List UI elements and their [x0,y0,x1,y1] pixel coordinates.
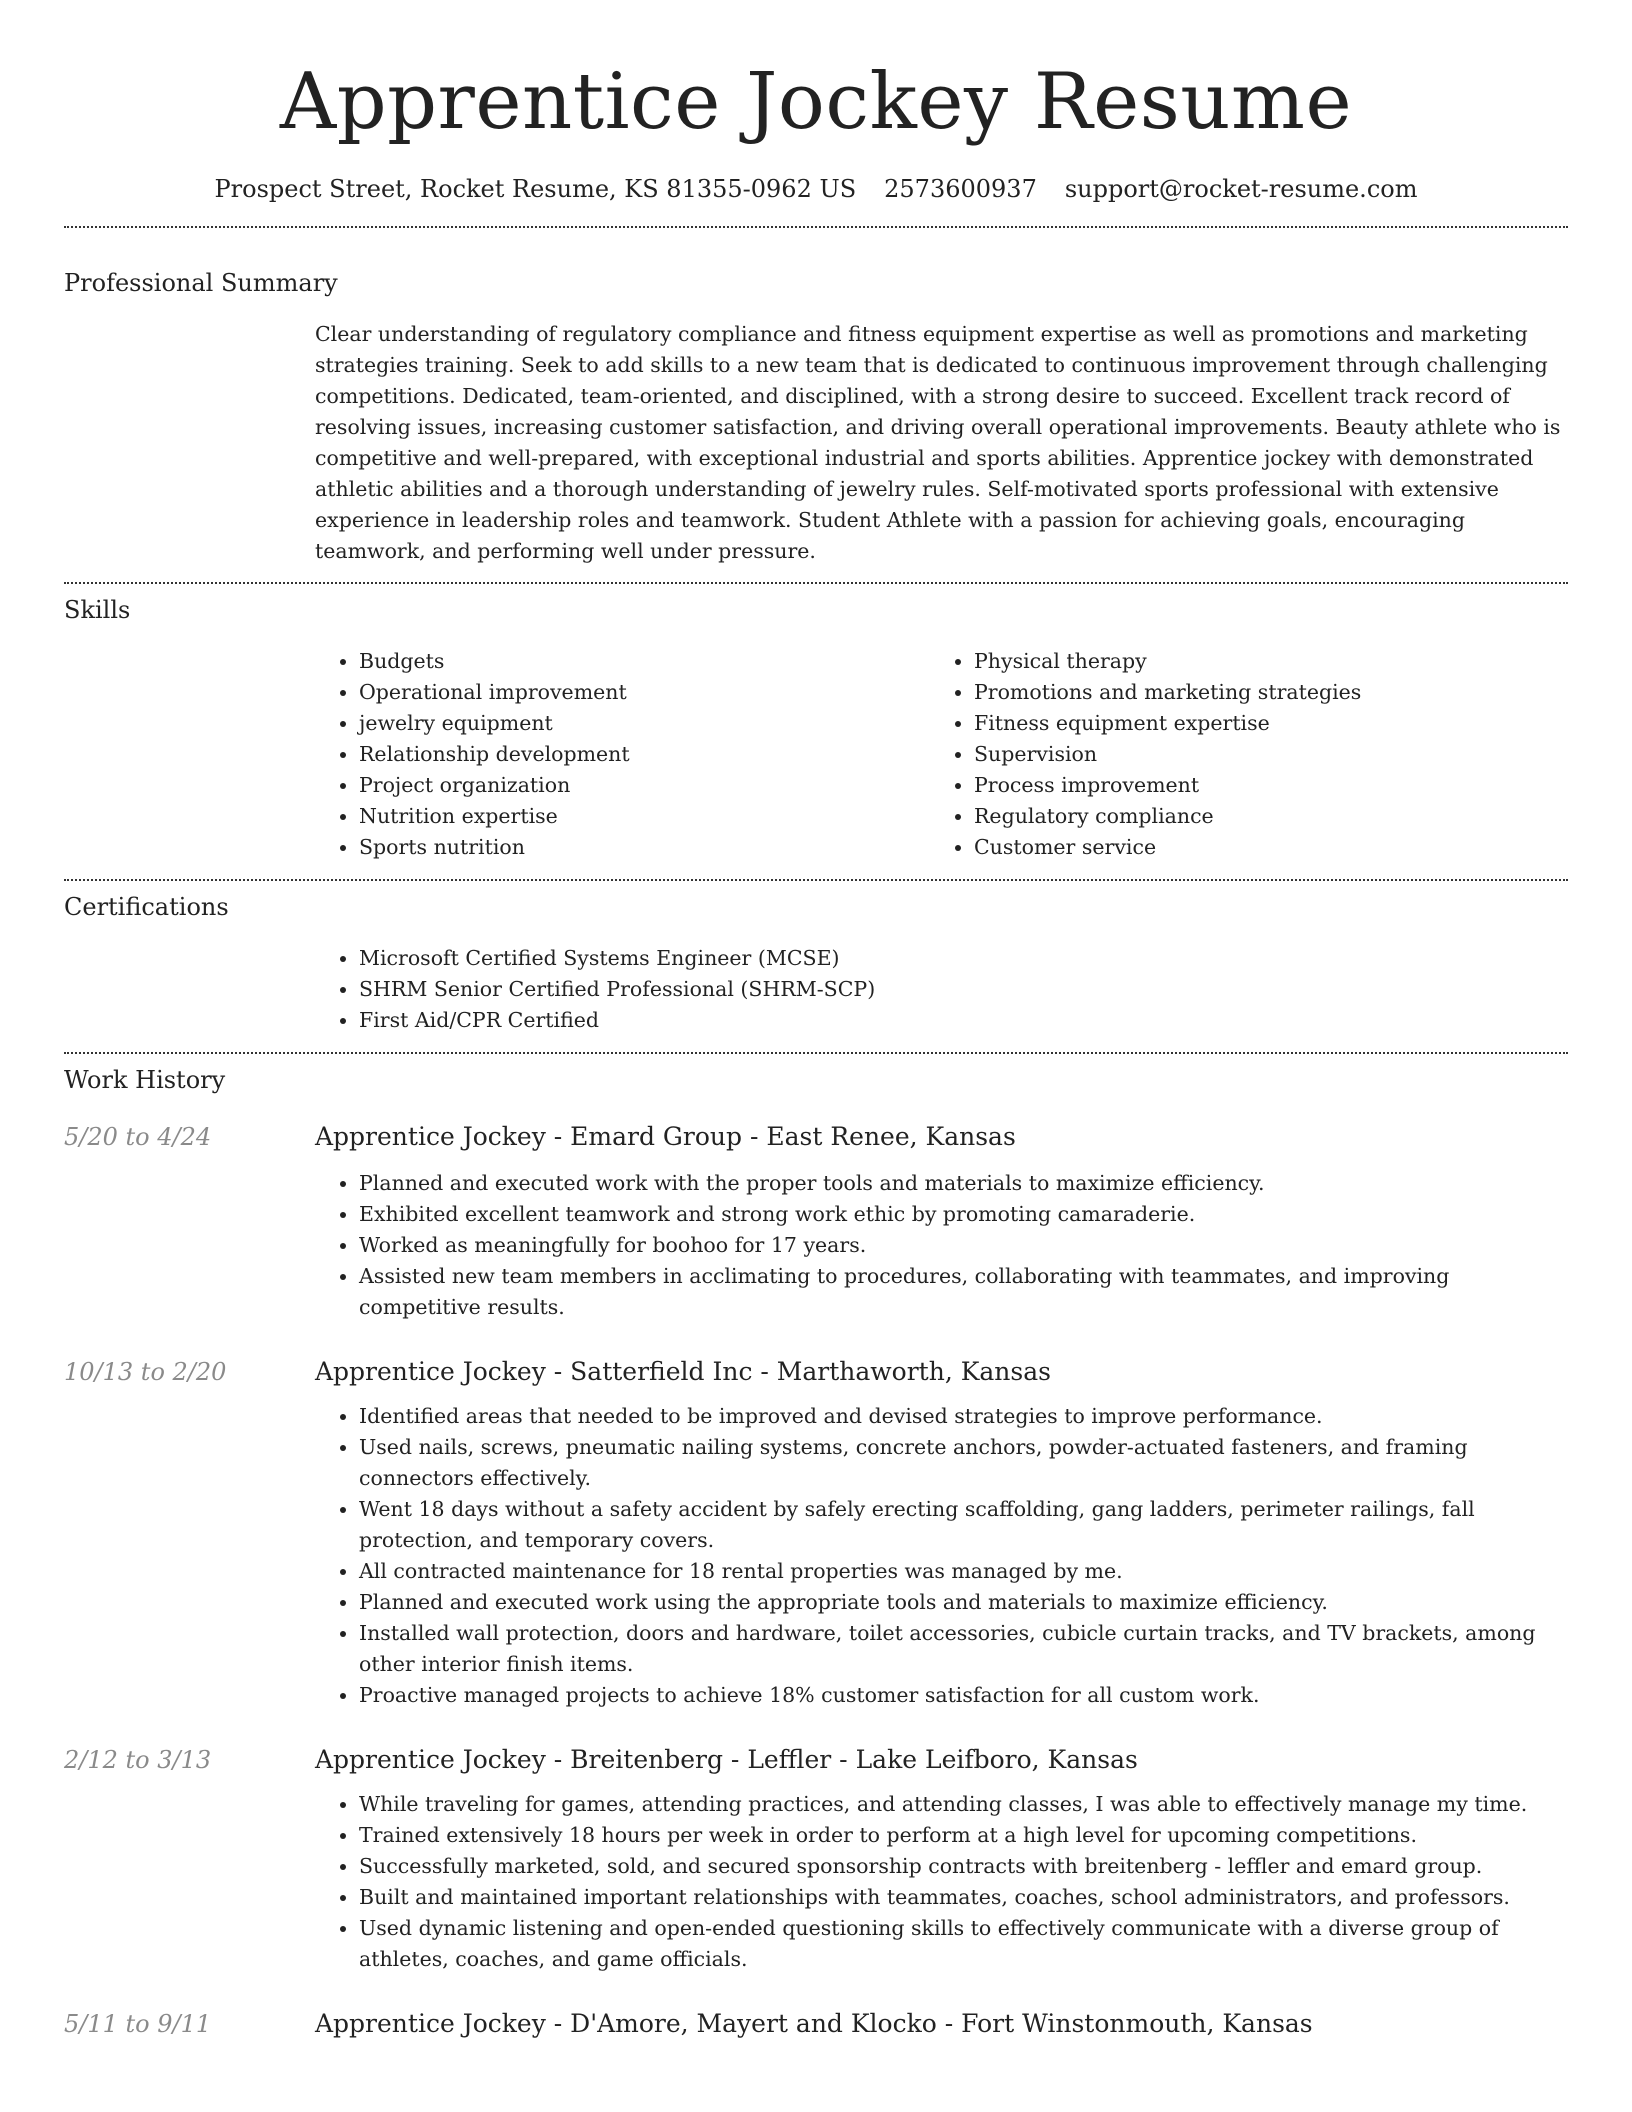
job-bullet: • Built and maintained important relationships with teammates, coaches, school administrators, and professors. [359,1882,1568,1913]
skill-item: • Budgets [359,646,930,677]
certifications-list [315,943,1568,1036]
certification-item: • First Aid/CPR Certified [359,1005,1568,1036]
job-title: Apprentice Jockey - Emard Group - East Renee, Kansas [315,1122,1016,1151]
job-bullet: • Installed wall protection, doors and hardware, toilet accessories, cubicle curtain tracks, and TV brackets, among other interior finish items. [359,1618,1568,1680]
job-bullet: • Planned and executed work with the proper tools and materials to maximize efficiency. [359,1168,1568,1199]
skill-item: • Regulatory compliance [974,801,1545,832]
contact-email[interactable]: support@rocket-resume.com [1064,175,1418,203]
summary-text: Clear understanding of regulatory compliance and fitness equipment expertise as well as promotions and marketing strategies training. Seek to add skills to a new team that is dedicated to continuous improvement through challenging competitions. Dedicated, team-oriented, and disciplined, with a strong desire to succeed. Excellent track record of resolving issues, increasing customer satisfaction, and driving overall operational improvements. Beauty athlete who is competitive and well-prepared, with exceptional industrial and sports abilities. Apprentice jockey with demonstrated athletic abilities and a thorough understanding of jewelry rules. Self-motivated sports professional with extensive experience in leadership roles and teamwork. Student Athlete with a passion for achieving goals, encouraging teamwork, and performing well under pressure. [315,322,1561,563]
certifications-section [64,881,1568,1036]
certifications-content [315,943,1568,1036]
job-bullet: • Worked as meaningfully for boohoo for 17 years. [359,1230,1568,1261]
skill-item: • Promotions and marketing strategies [974,677,1545,708]
skills-content [315,646,1568,863]
job-bullet: • While traveling for games, attending practices, and attending classes, I was able to effectively manage my time. [359,1789,1568,1820]
job-date: 5/20 to 4/24 [64,1123,212,1151]
job-title: Apprentice Jockey - D'Amore, Mayert and Klocko - Fort Winstonmouth, Kansas [315,2009,1313,2038]
summary-heading: Professional Summary [64,269,338,297]
work-history-heading: Work History [64,1066,226,1094]
skills-list-left [315,646,930,863]
skills-list-right [930,646,1545,863]
skill-item: • Operational improvement [359,677,930,708]
job-bullet: • Assisted new team members in acclimating to procedures, collaborating with teammates, and improving competitive results. [359,1261,1568,1323]
skill-item: • Sports nutrition [359,832,930,863]
job-bullet: • Exhibited excellent teamwork and strong work ethic by promoting camaraderie. [359,1199,1568,1230]
job-entry [64,2007,1568,2041]
job-date: 10/13 to 2/20 [64,1358,227,1386]
summary-content [315,319,1568,567]
skills-section [64,584,1568,863]
skill-item: • Physical therapy [974,646,1545,677]
certifications-heading: Certifications [64,893,229,921]
contact-phone: 2573600937 [884,175,1037,203]
job-bullet: • Trained extensively 18 hours per week in order to perform at a high level for upcoming competitions. [359,1820,1568,1851]
job-bullets [315,1401,1568,1711]
job-date: 2/12 to 3/13 [64,1746,212,1774]
skills-heading: Skills [64,596,131,624]
resume-page [64,0,1568,2041]
summary-section [64,228,1568,567]
skill-item: • Project organization [359,770,930,801]
job-bullet: • Proactive managed projects to achieve 18% customer satisfaction for all custom work. [359,1680,1568,1711]
skill-item: • Supervision [974,739,1545,770]
contact-line [64,172,1568,206]
skill-item: • jewelry equipment [359,708,930,739]
skill-item: • Nutrition expertise [359,801,930,832]
job-title: Apprentice Jockey - Satterfield Inc - Marthaworth, Kansas [315,1357,1051,1386]
job-title: Apprentice Jockey - Breitenberg - Leffler - Lake Leifboro, Kansas [315,1745,1138,1774]
skill-item: • Fitness equipment expertise [974,708,1545,739]
job-bullet: • All contracted maintenance for 18 rental properties was managed by me. [359,1556,1568,1587]
job-bullets [315,1168,1568,1323]
skill-item: • Customer service [974,832,1545,863]
job-bullet: • Went 18 days without a safety accident by safely erecting scaffolding, gang ladders, perimeter railings, fall protection, and temporary covers. [359,1494,1568,1556]
skill-item: • Relationship development [359,739,930,770]
job-bullet: • Identified areas that needed to be improved and devised strategies to improve performance. [359,1401,1568,1432]
skill-item: • Process improvement [974,770,1545,801]
job-bullet: • Successfully marketed, sold, and secured sponsorship contracts with breitenberg - leffler and emard group. [359,1851,1568,1882]
job-date: 5/11 to 9/11 [64,2010,212,2038]
job-bullets [315,1789,1568,1975]
certification-item: • Microsoft Certified Systems Engineer (MCSE) [359,943,1568,974]
job-bullet: • Planned and executed work using the appropriate tools and materials to maximize efficiency. [359,1587,1568,1618]
job-entry [64,1743,1568,1975]
resume-title: Apprentice Jockey Resume [279,57,1353,147]
work-history-section [64,1054,1568,2041]
certification-item: • SHRM Senior Certified Professional (SHRM-SCP) [359,974,1568,1005]
job-bullet: • Used nails, screws, pneumatic nailing systems, concrete anchors, powder-actuated fasteners, and framing connectors effectively. [359,1432,1568,1494]
contact-address: Prospect Street, Rocket Resume, KS 81355-0962 US [214,175,857,203]
job-entry [64,1355,1568,1711]
job-bullet: • Used dynamic listening and open-ended questioning skills to effectively communicate with a diverse group of athletes, coaches, and game officials. [359,1913,1568,1975]
job-entry [64,1120,1568,1323]
